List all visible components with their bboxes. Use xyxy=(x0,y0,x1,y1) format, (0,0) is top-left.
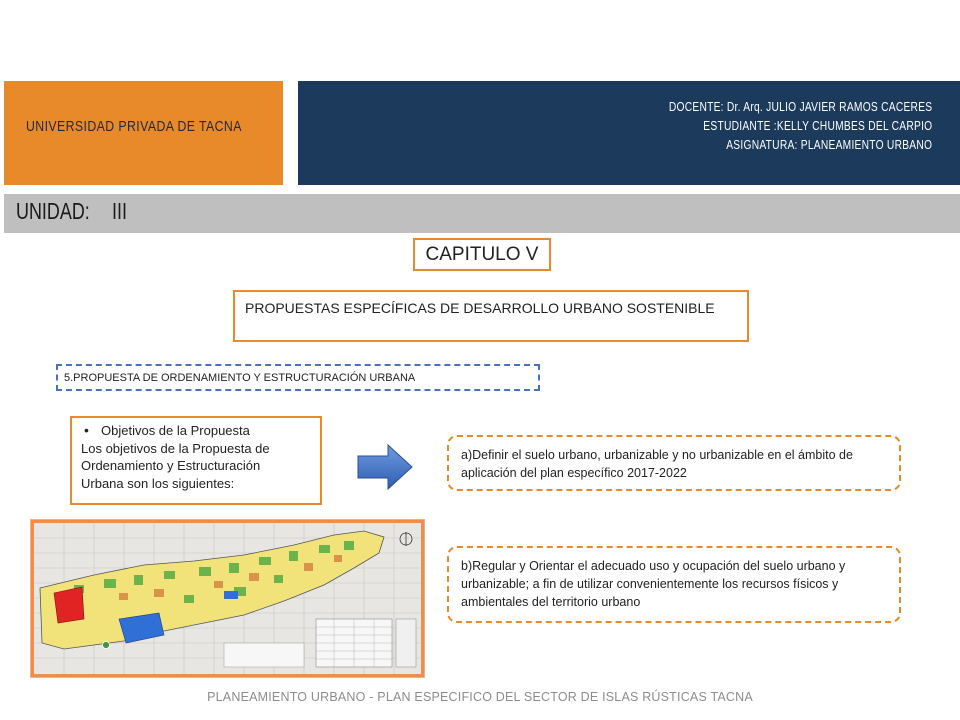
unit-bar xyxy=(4,194,960,233)
chapter-title: CAPITULO V xyxy=(413,238,551,271)
section-title: 5.PROPUESTA DE ORDENAMIENTO Y ESTRUCTURACIÓN URBANA xyxy=(56,364,540,391)
right-arrow-icon xyxy=(356,444,414,490)
urban-plan-map xyxy=(31,520,424,677)
student-line: ESTUDIANTE :KELLY CHUMBES DEL CARPIO xyxy=(702,119,932,133)
proposals-title: PROPUESTAS ESPECÍFICAS DE DESARROLLO URBANO SOSTENIBLE xyxy=(233,290,749,342)
unit-label: UNIDAD: xyxy=(16,198,90,224)
map-image xyxy=(34,523,421,674)
objectives-line: Ordenamiento y Estructuración xyxy=(81,458,261,473)
objectives-line: Los objetivos de la Propuesta de xyxy=(81,440,270,456)
goal-a-box: a)Definir el suelo urbano, urbanizable y no urbanizable en el ámbito de aplicación del plan específico 2017-2022 xyxy=(447,435,901,491)
unit-value: III xyxy=(112,198,127,224)
teacher-line: DOCENTE: Dr. Arq. JULIO JAVIER RAMOS CACERES xyxy=(668,100,932,114)
university-name: UNIVERSIDAD PRIVADA DE TACNA xyxy=(26,118,242,135)
header-credits-panel xyxy=(298,81,960,185)
objectives-box xyxy=(70,416,322,505)
goal-b-box: b)Regular y Orientar el adecuado uso y ocupación del suelo urbano y urbanizable; a fin de utilizar convenientemente los recursos físicos y ambientales del territorio urbano xyxy=(447,546,901,623)
footer-text: PLANEAMIENTO URBANO - PLAN ESPECIFICO DEL SECTOR DE ISLAS RÚSTICAS TACNA xyxy=(207,690,753,704)
objectives-line: Urbana son los siguientes: xyxy=(81,475,235,491)
objectives-heading: • Objetivos de la Propuesta xyxy=(81,422,320,440)
subject-line: ASIGNATURA: PLANEAMIENTO URBANO xyxy=(725,138,932,152)
